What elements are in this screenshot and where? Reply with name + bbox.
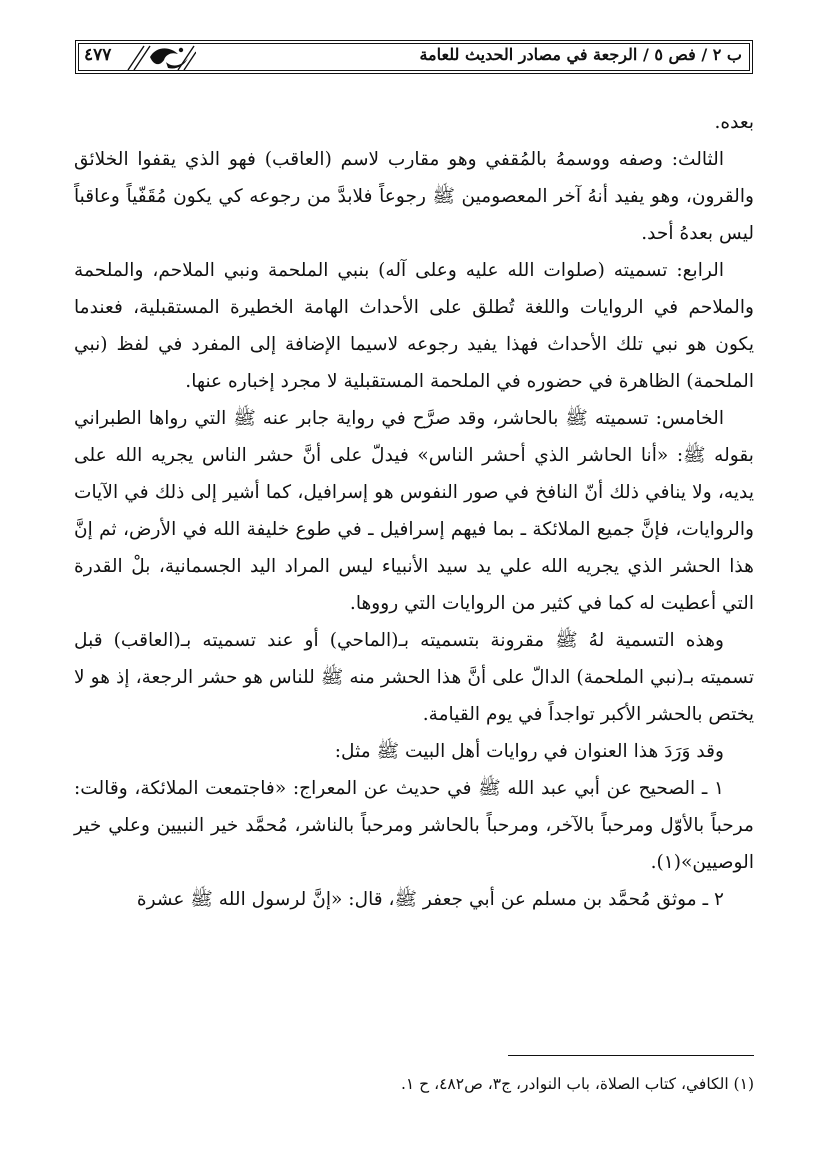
header-title: ب ٢ / فص ٥ / الرجعة في مصادر الحديث للعامة [419, 45, 742, 64]
paragraph-2: الرابع: تسميته (صلوات الله عليه وعلى آله) بنبي الملحمة ونبي الملاحم، والملحمة والملاحم في الروايات واللغة تُطلق على الأحداث الهامة الخطيرة المستقبلية، فعندما يكون هو نبي تلك الأحداث فهذا يفيد رجوعه لاسيما الإضافة إلى المفرد في لفظ (نبي الملحمة) الظاهرة في حضوره في الملحمة المستقبلية لا مجرد إخباره عنها. [74, 260, 754, 392]
paragraph-5: وقد وَرَدَ هذا العنوان في روايات أهل البيت ﷺ مثل: [334, 741, 724, 762]
footnote-1: (١) الكافي، كتاب الصلاة، باب النوادر، ج٣، ص٤٨٢، ح ١. [400, 1075, 754, 1093]
paragraph-1: الثالث: وصفه ووسمهُ بالمُقفي وهو مقارب لاسم (العاقب) فهو الذي يقفوا الخلائق والقرون، وهو يفيد أنهُ آخر المعصومين ﷺ رجوعاً فلابدَّ من رجوعه كي يكون مُقَفّياً وعاقباً ليس بعدهُ أحد. [74, 149, 754, 244]
page-number: ٤٧٧ [84, 45, 112, 65]
ornament-icon [126, 42, 196, 72]
paragraph-0: بعده. [714, 112, 754, 133]
paragraph-7: ٢ ـ موثق مُحمَّد بن مسلم عن أبي جعفر ﷺ، قال: «إنَّ لرسول الله ﷺ عشرة [136, 889, 724, 910]
running-header [75, 40, 753, 74]
footnote-divider [508, 1055, 754, 1056]
paragraph-4: وهذه التسمية لهُ ﷺ مقرونة بتسميته بـ(الماحي) أو عند تسميته بـ(العاقب) قبل تسميته بـ(نبي الملحمة) الدالّ على أنَّ هذا الحشر منه ﷺ للناس هو حشر الرجعة، إذ هو لا يختص بالحشر الأكبر تواجداً في يوم القيامة. [74, 630, 754, 725]
paragraph-6: ١ ـ الصحيح عن أبي عبد الله ﷺ في حديث عن المعراج: «فاجتمعت الملائكة، وقالت: مرحباً بالأوّل ومرحباً بالآخر، ومرحباً بالحاشر ومرحباً بالناشر، مُحمَّد خير النبيين وعلي خير الوصيين»(١). [74, 778, 754, 873]
paragraph-3: الخامس: تسميته ﷺ بالحاشر، وقد صرَّح في رواية جابر عنه ﷺ التي رواها الطبراني بقوله ﷺ: «أنا الحاشر الذي أحشر الناس» فيدلّ على أنَّ حشر الناس يجريه الله على يديه، ولا ينافي ذلك أنّ النافخ في صور النفوس هو إسرافيل، كما أشير إلى ذلك في الآيات والروايات، فإنَّ جميع الملائكة ـ بما فيهم إسرافيل ـ في طوع خليفة الله في الأرض، ثم إنَّ هذا الحشر الذي يجريه الله علي يد سيد الأنبياء ليس المراد اليد الجسمانية، بلْ القدرة التي أعطيت له كما في كثير من الروايات التي رووها. [74, 408, 754, 614]
main-text [74, 104, 754, 918]
